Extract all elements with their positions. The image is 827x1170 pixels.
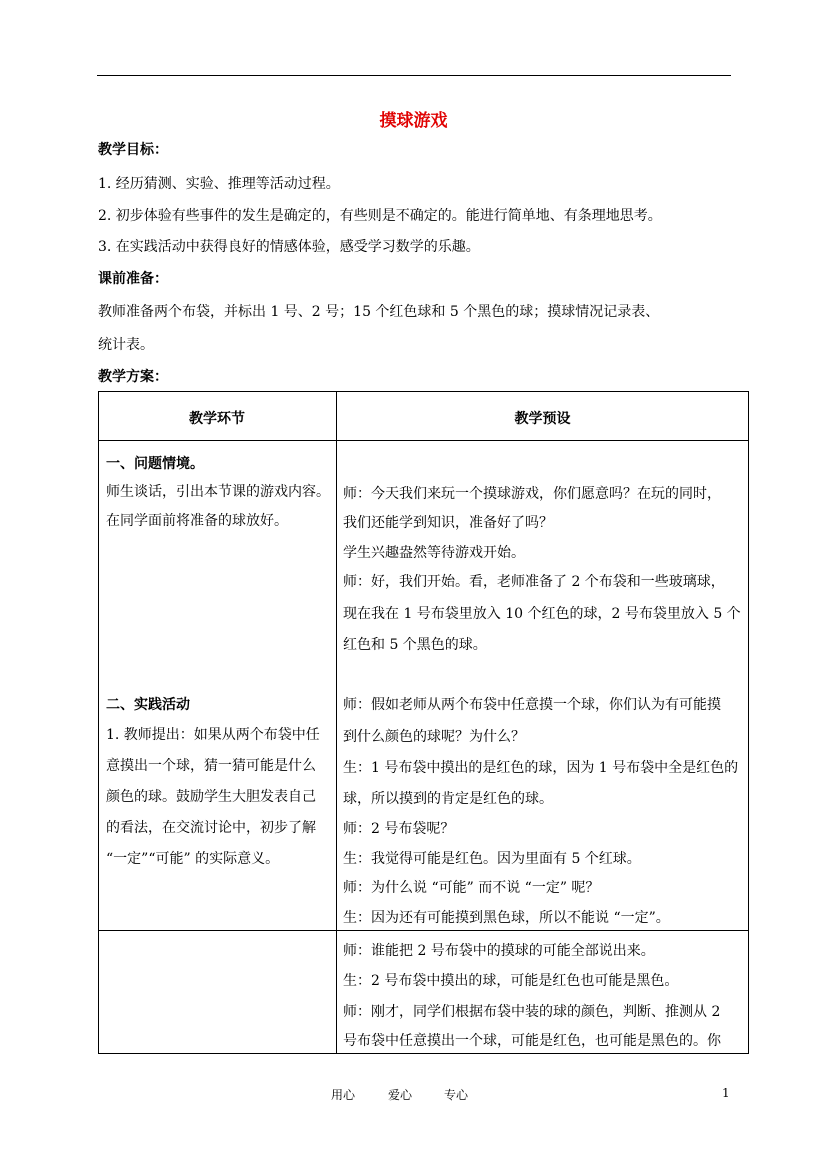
page-number: 1: [722, 1086, 730, 1100]
row2-left-line: 意摸出一个球，猜一猜可能是什么: [106, 758, 316, 774]
footer-text-left: 用心: [331, 1088, 356, 1102]
row1-right-line: 师：好，我们开始。看，老师准备了 2 个布袋和一些玻璃球，: [343, 574, 725, 590]
row2-left-line: 颜色的球。鼓励学生大胆发表自己: [106, 789, 316, 805]
row2-right-line: 师：2 号布袋呢？: [343, 821, 455, 837]
goal-item-1: 1. 经历猜测、实验、推理等活动过程。: [98, 176, 340, 192]
row2-left-line: 的看法，在交流讨论中，初步了解: [106, 820, 316, 836]
row2-right-line: 生：我觉得可能是红色。因为里面有 5 个红球。: [343, 851, 641, 867]
row1-right-line: 红色和 5 个黑色的球。: [343, 637, 487, 653]
row2-left-line: “一定”“可能” 的实际意义。: [106, 851, 280, 867]
row2-right-line: 生：1 号布袋中摸出的是红色的球，因为 1 号布袋中全是红色的: [343, 760, 739, 776]
row2-left-line: 1. 教师提出：如果从两个布袋中任: [106, 727, 320, 743]
page-title: 摸球游戏: [379, 111, 448, 131]
table-header-divider: [98, 440, 749, 441]
prep-heading: 课前准备：: [98, 271, 168, 287]
goals-heading: 教学目标：: [98, 142, 168, 158]
row3-right-line: 师：刚才，同学们根据布袋中装的球的颜色，判断、推测从 2: [343, 1004, 721, 1020]
row1-left-line: 在同学面前将准备的球放好。: [106, 513, 288, 529]
table-header-stage: 教学环节: [189, 411, 245, 427]
row1-left-line: 师生谈话，引出本节课的游戏内容。: [106, 484, 330, 500]
row1-right-line: 学生兴趣盎然等待游戏开始。: [343, 545, 525, 561]
table-header-preset: 教学预设: [514, 411, 571, 427]
goal-item-3: 3. 在实践活动中获得良好的情感体验，感受学习数学的乐趣。: [98, 239, 480, 255]
table-column-divider: [336, 391, 337, 1054]
row1-left-heading: 一、问题情境。: [106, 456, 204, 472]
row1-right-line: 师：今天我们来玩一个摸球游戏，你们愿意吗？在玩的同时，: [343, 486, 721, 502]
header-rule: [97, 75, 731, 76]
row3-right-line: 师：谁能把 2 号布袋中的摸球的可能全部说出来。: [343, 943, 655, 959]
row1-right-line: 现在我在 1 号布袋里放入 10 个红色的球，2 号布袋里放入 5 个: [343, 606, 741, 622]
row2-left-heading: 二、实践活动: [106, 697, 190, 713]
row3-right-line: 生：2 号布袋中摸出的球，可能是红色也可能是黑色。: [343, 973, 679, 989]
row1-right-line: 我们还能学到知识，准备好了吗？: [343, 515, 553, 531]
footer-text-right: 专心: [444, 1088, 469, 1102]
plan-heading: 教学方案：: [98, 369, 168, 385]
row2-right-line: 球，所以摸到的肯定是红色的球。: [343, 791, 553, 807]
row2-right-line: 生：因为还有可能摸到黑色球，所以不能说 “一定”。: [343, 910, 670, 926]
goal-item-2: 2. 初步体验有些事件的发生是确定的，有些则是不确定的。能进行简单地、有条理地思考。: [98, 208, 662, 224]
row3-right-line: 号布袋中任意摸出一个球，可能是红色，也可能是黑色的。你: [343, 1033, 721, 1049]
table-row-divider: [98, 930, 749, 931]
row2-right-line: 师：假如老师从两个布袋中任意摸一个球，你们认为有可能摸: [343, 697, 721, 713]
prep-line-1: 教师准备两个布袋，并标出 1 号、2 号；15 个红色球和 5 个黑色的球；摸球情况记录表、: [98, 304, 660, 320]
footer-text-middle: 爱心: [388, 1088, 413, 1102]
row2-right-line: 师：为什么说 “可能” 而不说 “一定” 呢？: [343, 880, 600, 896]
row2-right-line: 到什么颜色的球呢？为什么？: [343, 729, 525, 745]
prep-line-2: 统计表。: [98, 337, 154, 353]
